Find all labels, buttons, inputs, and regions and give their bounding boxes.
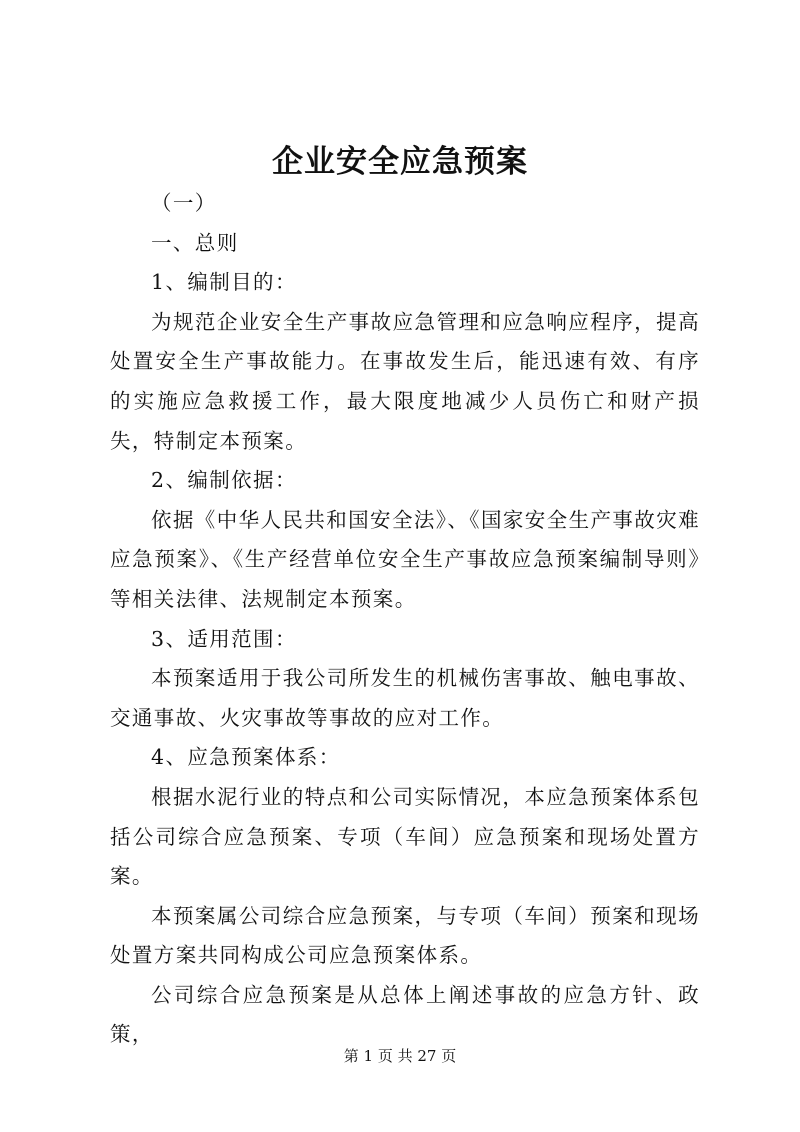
paragraph-purpose: 为规范企业安全生产事故应急管理和应急响应程序，提高处置安全生产事故能力。在事故发生后，能迅速有效、有序的实施应急救援工作，最大限度地减少人员伤亡和财产损失，特制定本预案。 [110, 309, 700, 453]
paragraph-comprehensive-plan: 公司综合应急预案是从总体上阐述事故的应急方针、政策， [110, 982, 700, 1047]
document-body [110, 184, 700, 1055]
paragraph-basis: 依据《中华人民共和国安全法》、《国家安全生产事故灾难应急预案》、《生产经营单位安全生产事故应急预案编制导则》等相关法律、法规制定本预案。 [110, 507, 700, 611]
paragraph-section-marker: （一） [151, 191, 217, 215]
paragraph-plan-composition: 本预案属公司综合应急预案，与专项（车间）预案和现场处置方案共同构成公司应急预案体系。 [110, 903, 700, 968]
heading-scope: 3、适用范围： [151, 626, 297, 651]
paragraph-plan-system: 根据水泥行业的特点和公司实际情况，本应急预案体系包括公司综合应急预案、专项（车间）应急预案和现场处置方案。 [110, 784, 700, 889]
heading-general-provisions: 一、总则 [151, 230, 239, 255]
page-footer: 第 1 页 共 27 页 [343, 1047, 457, 1065]
paragraph-scope: 本预案适用于我公司所发生的机械伤害事故、触电事故、交通事故、火灾事故等事故的应对工作。 [110, 666, 700, 730]
heading-purpose: 1、编制目的： [151, 270, 297, 295]
heading-basis: 2、编制依据： [151, 468, 297, 493]
document-title: 企业安全应急预案 [272, 144, 528, 180]
heading-plan-system: 4、应急预案体系： [151, 745, 341, 770]
